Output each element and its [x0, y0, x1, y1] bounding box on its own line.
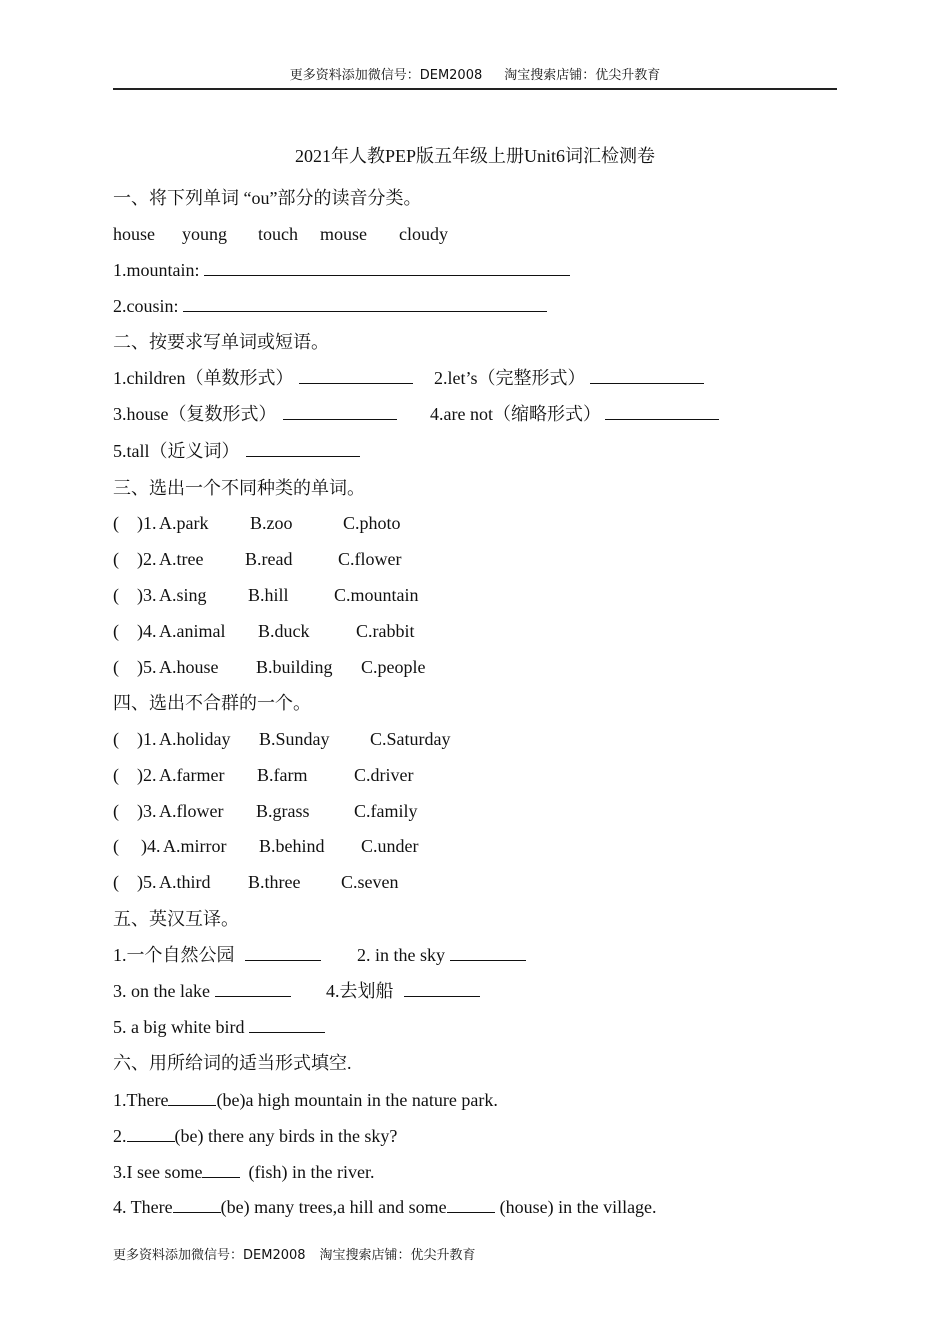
s2-q2 — [434, 364, 704, 392]
section-5-heading: 五、英汉互译。 — [113, 909, 239, 929]
answer-paren-close[interactable]: ) — [137, 549, 143, 569]
s2-q1 — [113, 364, 413, 392]
s5-q1-label: 1.一个自然公园 — [113, 945, 235, 965]
item-number: 1. — [143, 513, 157, 533]
s3-item-1 — [113, 509, 613, 537]
s5-q4-label: 4.去划船 — [326, 981, 394, 1001]
s6-q1-suffix: (be)a high mountain in the nature park. — [216, 1090, 498, 1110]
s6-q4 — [113, 1193, 657, 1221]
word-mouse: mouse — [320, 224, 367, 244]
s2-q1-blank[interactable] — [299, 365, 413, 384]
item-number: 2. — [143, 549, 157, 569]
option-b: B.read — [245, 549, 293, 569]
s5-q5-label: 5. a big white bird — [113, 1017, 245, 1037]
footer-wechat: 更多资料添加微信号：DEM2008 — [113, 1248, 306, 1263]
s2-q2-blank[interactable] — [590, 365, 704, 384]
s5-q5 — [113, 1013, 325, 1041]
s2-q4-blank[interactable] — [605, 401, 719, 420]
option-a: A.flower — [159, 801, 224, 821]
item-number: 3. — [143, 585, 157, 605]
s2-q5 — [113, 437, 360, 465]
s4-item-3 — [113, 797, 613, 825]
s4-item-1 — [113, 725, 613, 753]
s1-q2-blank[interactable] — [183, 293, 547, 312]
s6-q4-prefix: 4. There — [113, 1197, 173, 1217]
option-a: A.farmer — [159, 765, 225, 785]
option-a: A.tree — [159, 549, 204, 569]
s5-q3-label: 3. on the lake — [113, 981, 210, 1001]
s2-row-2 — [113, 400, 813, 428]
s2-q3 — [113, 400, 397, 428]
answer-paren-open[interactable]: ( — [113, 585, 119, 605]
s5-row-1 — [113, 941, 613, 969]
s3-item-4 — [113, 617, 613, 645]
section-1-heading: 一、将下列单词 “ou”部分的读音分类。 — [113, 188, 422, 208]
page-footer — [113, 1244, 476, 1268]
s2-q1-label: 1.children（单数形式） — [113, 368, 294, 388]
s1-question-1 — [113, 256, 570, 284]
option-a: A.mirror — [163, 836, 227, 856]
answer-paren-close[interactable]: ) — [137, 872, 143, 892]
item-number: 3. — [143, 801, 157, 821]
s5-q4-blank[interactable] — [404, 978, 480, 997]
answer-paren-open[interactable]: ( — [113, 801, 119, 821]
answer-paren-open[interactable]: ( — [113, 621, 119, 641]
option-c: C.driver — [354, 765, 414, 785]
s5-q1 — [113, 941, 321, 969]
option-a: A.holiday — [159, 729, 231, 749]
s6-q2 — [113, 1122, 397, 1150]
answer-paren-close[interactable]: ) — [137, 513, 143, 533]
s2-q5-blank[interactable] — [246, 438, 360, 457]
s1-q1-blank[interactable] — [204, 257, 570, 276]
word-young: young — [182, 224, 227, 244]
section-3-heading: 三、选出一个不同种类的单词。 — [113, 478, 365, 498]
s5-q5-blank[interactable] — [249, 1014, 325, 1033]
s6-q3-blank[interactable] — [202, 1159, 240, 1178]
option-b: B.Sunday — [259, 729, 330, 749]
word-cloudy: cloudy — [399, 224, 448, 244]
word-touch: touch — [258, 224, 298, 244]
answer-paren-close[interactable]: ) — [137, 621, 143, 641]
option-a: A.animal — [159, 621, 226, 641]
option-c: C.Saturday — [370, 729, 451, 749]
option-b: B.behind — [259, 836, 325, 856]
answer-paren-open[interactable]: ( — [113, 765, 119, 785]
option-b: B.building — [256, 657, 333, 677]
answer-paren-close[interactable]: ) — [141, 836, 147, 856]
item-number: 5. — [143, 872, 157, 892]
s2-q4 — [430, 400, 719, 428]
option-c: C.under — [361, 836, 419, 856]
answer-paren-close[interactable]: ) — [137, 729, 143, 749]
s1-question-2 — [113, 292, 547, 320]
option-b: B.grass — [256, 801, 310, 821]
s5-row-2 — [113, 977, 613, 1005]
answer-paren-open[interactable]: ( — [113, 729, 119, 749]
footer-shop: 淘宝搜索店铺：优尖升教育 — [319, 1248, 476, 1263]
s6-q1-prefix: 1.There — [113, 1090, 169, 1110]
s5-q2-label: 2. in the sky — [357, 945, 445, 965]
section-4-heading: 四、选出不合群的一个。 — [113, 693, 311, 713]
s5-q4 — [326, 977, 480, 1005]
header-shop: 淘宝搜索店铺：优尖升教育 — [504, 68, 661, 83]
s6-q1 — [113, 1086, 498, 1114]
option-a: A.park — [159, 513, 209, 533]
s5-q1-blank[interactable] — [245, 942, 321, 961]
s6-q4-middle: (be) many trees,a hill and some — [220, 1197, 447, 1217]
s6-q3 — [113, 1158, 374, 1186]
option-c: C.people — [361, 657, 426, 677]
s1-q1-label: 1.mountain: — [113, 260, 200, 280]
s6-q1-blank[interactable] — [168, 1087, 216, 1106]
s6-q4-blank-2[interactable] — [447, 1194, 495, 1213]
option-a: A.house — [159, 657, 219, 677]
s6-q2-prefix: 2. — [113, 1126, 127, 1146]
s2-q5-label: 5.tall（近义词） — [113, 441, 240, 461]
word-house: house — [113, 224, 155, 244]
option-c: C.photo — [343, 513, 401, 533]
section-1-word-list — [113, 220, 513, 248]
answer-paren-close[interactable]: ) — [137, 657, 143, 677]
answer-paren-open[interactable]: ( — [113, 872, 119, 892]
s4-item-2 — [113, 761, 613, 789]
s1-q2-label: 2.cousin: — [113, 296, 179, 316]
option-b: B.hill — [248, 585, 289, 605]
answer-paren-close[interactable]: ) — [137, 801, 143, 821]
header-wechat: 更多资料添加微信号：DEM2008 — [289, 68, 483, 83]
section-2-heading: 二、按要求写单词或短语。 — [113, 332, 329, 352]
s5-q2-blank[interactable] — [450, 942, 526, 961]
s2-q3-label: 3.house（复数形式） — [113, 404, 277, 424]
option-a: A.third — [159, 872, 211, 892]
answer-paren-open[interactable]: ( — [113, 513, 119, 533]
option-b: B.duck — [258, 621, 310, 641]
answer-paren-close[interactable]: ) — [137, 585, 143, 605]
item-number: 5. — [143, 657, 157, 677]
s6-q2-suffix: (be) there any birds in the sky? — [174, 1126, 398, 1146]
item-number: 4. — [143, 621, 157, 641]
option-a: A.sing — [159, 585, 207, 605]
s2-q2-label: 2.let’s（完整形式） — [434, 368, 586, 388]
option-b: B.three — [248, 872, 301, 892]
s3-item-5 — [113, 653, 613, 681]
s5-q2 — [357, 941, 526, 969]
answer-paren-open[interactable]: ( — [113, 549, 119, 569]
option-c: C.rabbit — [356, 621, 415, 641]
s3-item-2 — [113, 545, 613, 573]
option-c: C.seven — [341, 872, 399, 892]
s4-item-5 — [113, 868, 613, 896]
item-number: 4. — [147, 836, 161, 856]
s3-item-3 — [113, 581, 613, 609]
worksheet-title: 2021年人教PEP版五年级上册Unit6词汇检测卷 — [294, 146, 656, 166]
page-header — [113, 64, 837, 90]
s5-q3 — [113, 977, 291, 1005]
s6-q4-blank-1[interactable] — [173, 1194, 221, 1213]
option-b: B.farm — [257, 765, 308, 785]
s4-item-4 — [113, 832, 613, 860]
option-c: C.mountain — [334, 585, 419, 605]
s6-q2-blank[interactable] — [127, 1123, 175, 1142]
s2-q4-label: 4.are not（缩略形式） — [430, 404, 601, 424]
option-c: C.family — [354, 801, 418, 821]
answer-paren-open[interactable]: ( — [113, 657, 119, 677]
item-number: 1. — [143, 729, 157, 749]
s6-q3-suffix: (fish) in the river. — [248, 1162, 375, 1182]
item-number: 2. — [143, 765, 157, 785]
s2-row-1 — [113, 364, 813, 392]
answer-paren-open[interactable]: ( — [113, 836, 119, 856]
s6-q4-suffix: (house) in the village. — [499, 1197, 657, 1217]
s6-q3-prefix: 3.I see some — [113, 1162, 203, 1182]
s5-q3-blank[interactable] — [215, 978, 291, 997]
answer-paren-close[interactable]: ) — [137, 765, 143, 785]
s2-q3-blank[interactable] — [283, 401, 397, 420]
option-b: B.zoo — [250, 513, 293, 533]
option-c: C.flower — [338, 549, 402, 569]
section-6-heading: 六、用所给词的适当形式填空. — [113, 1053, 352, 1073]
